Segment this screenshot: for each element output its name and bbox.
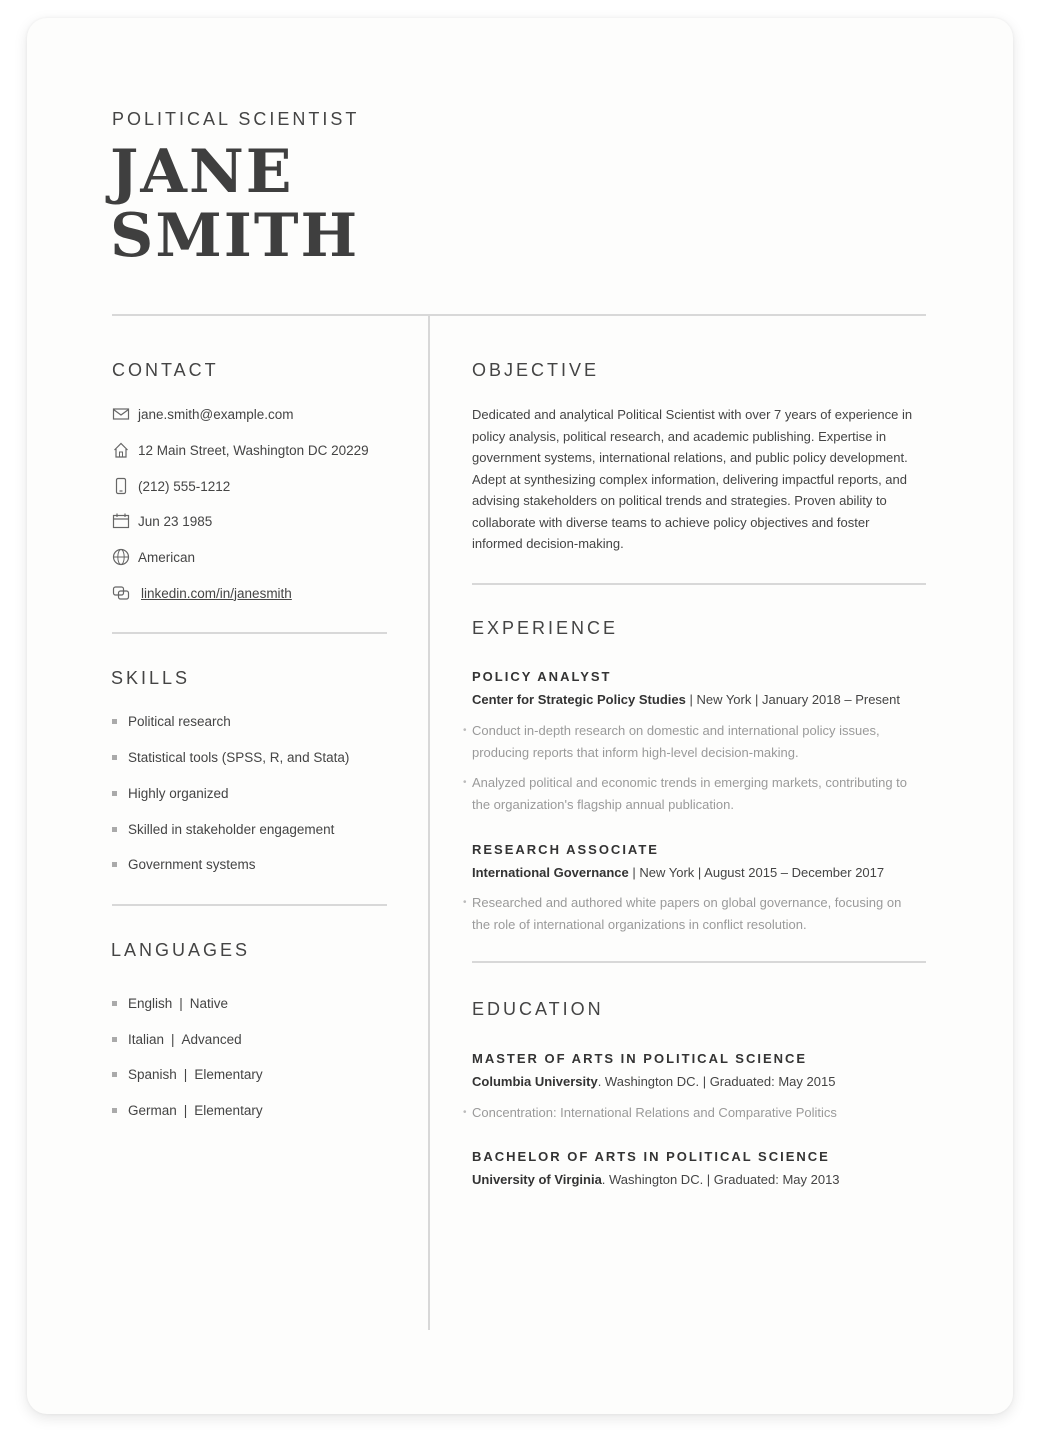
bullet-icon (112, 791, 117, 796)
column-divider (428, 316, 430, 1330)
skill-item (112, 714, 231, 729)
contact-divider (112, 632, 387, 634)
language-name: German (128, 1103, 177, 1118)
language-level: Advanced (181, 1032, 242, 1047)
bullet-icon (112, 827, 117, 832)
degree-note-text: Concentration: International Relations and Comparative Politics (472, 1105, 837, 1120)
objective-text: Dedicated and analytical Political Scientist with over 7 years of experience in policy analysis, political research, and academic publishing. Expertise in government systems, international relations, and public policy development. Adept at synthesizing complex information, delivering impactful reports, and advising stakeholders on political trends and strategies. Proven ability to collaborate with diverse teams to achieve policy objectives and foster informed decision-making. (472, 407, 913, 551)
job-role: RESEARCH ASSOCIATE (472, 842, 659, 857)
language-item: Spanish | Elementary (112, 1067, 263, 1082)
skills-heading: SKILLS (111, 668, 191, 688)
linkedin-link[interactable]: linkedin.com/in/janesmith (141, 585, 292, 601)
objective-heading: OBJECTIVE (472, 360, 600, 380)
job-org-line (472, 865, 884, 880)
language-item: Italian | Advanced (112, 1032, 242, 1047)
language-level: Elementary (194, 1067, 263, 1082)
phone-icon (112, 477, 130, 495)
degree-school-line (472, 1172, 840, 1187)
job-bullet: • Analyzed political and economic trends in emerging markets, contributing to the organization's flagship annual publication. (463, 775, 908, 812)
job-org-line (472, 692, 900, 707)
degree-details: . Washington DC. | Graduated: May 2013 (601, 1172, 840, 1187)
contact-linkedin[interactable] (112, 583, 292, 603)
mail-icon (112, 405, 130, 423)
link-icon (112, 584, 130, 602)
degree-details: . Washington DC. | Graduated: May 2015 (597, 1074, 836, 1089)
skill-text: Highly organized (128, 786, 229, 801)
contact-nationality (112, 547, 195, 567)
job-bullet-text: Analyzed political and economic trends in emerging markets, contributing to the organization's flagship annual publication. (472, 775, 908, 812)
degree-note: • Concentration: International Relations and Comparative Politics (463, 1105, 837, 1120)
degree-school-line (472, 1074, 835, 1089)
skill-item (112, 786, 229, 801)
full-name (110, 137, 360, 271)
job-bullet: • Researched and authored white papers on global governance, focusing on the role of international organizations in conflict resolution. (463, 895, 902, 932)
job-details: | New York | January 2018 – Present (685, 692, 901, 707)
language-name: Spanish (128, 1067, 177, 1082)
contact-dob-text: Jun 23 1985 (138, 513, 213, 529)
contact-address (112, 440, 369, 460)
bullet-icon (112, 755, 117, 760)
degree-title: BACHELOR OF ARTS IN POLITICAL SCIENCE (472, 1149, 830, 1164)
job-org: Center for Strategic Policy Studies (472, 692, 686, 707)
degree-title: MASTER OF ARTS IN POLITICAL SCIENCE (472, 1051, 808, 1066)
home-icon (112, 441, 130, 459)
degree-school: Columbia University (472, 1074, 598, 1089)
contact-phone (112, 476, 230, 496)
job-role: POLICY ANALYST (472, 669, 612, 684)
bullet-icon (112, 1108, 117, 1113)
header-divider (112, 314, 926, 316)
first-name: JANE (110, 137, 294, 207)
language-level: Elementary (194, 1103, 263, 1118)
bullet-icon (112, 862, 117, 867)
skill-item (112, 750, 349, 765)
skill-text: Government systems (128, 857, 256, 872)
bullet-icon (112, 1072, 117, 1077)
skill-item (112, 822, 334, 837)
contact-email-text: jane.smith@example.com (138, 406, 294, 422)
education-heading: EDUCATION (472, 999, 604, 1019)
job-org: International Governance (472, 865, 629, 880)
language-level: Native (189, 996, 229, 1011)
experience-heading: EXPERIENCE (472, 618, 619, 638)
skill-text: Political research (128, 714, 231, 729)
bullet-icon (112, 1037, 117, 1042)
contact-phone-text: (212) 555-1212 (138, 478, 231, 494)
experience-divider (472, 961, 926, 963)
last-name: SMITH (110, 201, 360, 271)
job-title: POLITICAL SCIENTIST (112, 109, 360, 129)
job-bullet: • Conduct in-depth research on domestic and international policy issues, producing reports that inform high-level decision-making. (463, 723, 880, 760)
calendar-icon (112, 512, 130, 530)
skill-text: Statistical tools (SPSS, R, and Stata) (128, 750, 350, 765)
language-item: English | Native (112, 996, 228, 1011)
job-details: | New York | August 2015 – December 2017 (628, 865, 885, 880)
language-name: English (128, 996, 173, 1011)
skill-text: Skilled in stakeholder engagement (128, 822, 335, 837)
language-name: Italian (128, 1032, 165, 1047)
language-item: German | Elementary (112, 1103, 263, 1118)
skills-divider (112, 904, 387, 906)
contact-address-text: 12 Main Street, Washington DC 20229 (138, 442, 369, 458)
objective-divider (472, 583, 926, 585)
job-bullet-text: Researched and authored white papers on global governance, focusing on the role of international organizations in conflict resolution. (472, 895, 902, 932)
contact-nationality-text: American (138, 549, 196, 565)
contact-dob (112, 511, 212, 531)
languages-heading: LANGUAGES (111, 940, 251, 960)
bullet-icon (112, 719, 117, 724)
degree-school: University of Virginia (472, 1172, 602, 1187)
skill-item (112, 857, 256, 872)
job-bullet-text: Conduct in-depth research on domestic and international policy issues, producing reports that inform high-level decision-making. (472, 723, 880, 760)
contact-email[interactable] (112, 404, 294, 424)
bullet-icon (112, 1001, 117, 1006)
globe-icon (112, 548, 130, 566)
contact-heading: CONTACT (112, 360, 219, 380)
